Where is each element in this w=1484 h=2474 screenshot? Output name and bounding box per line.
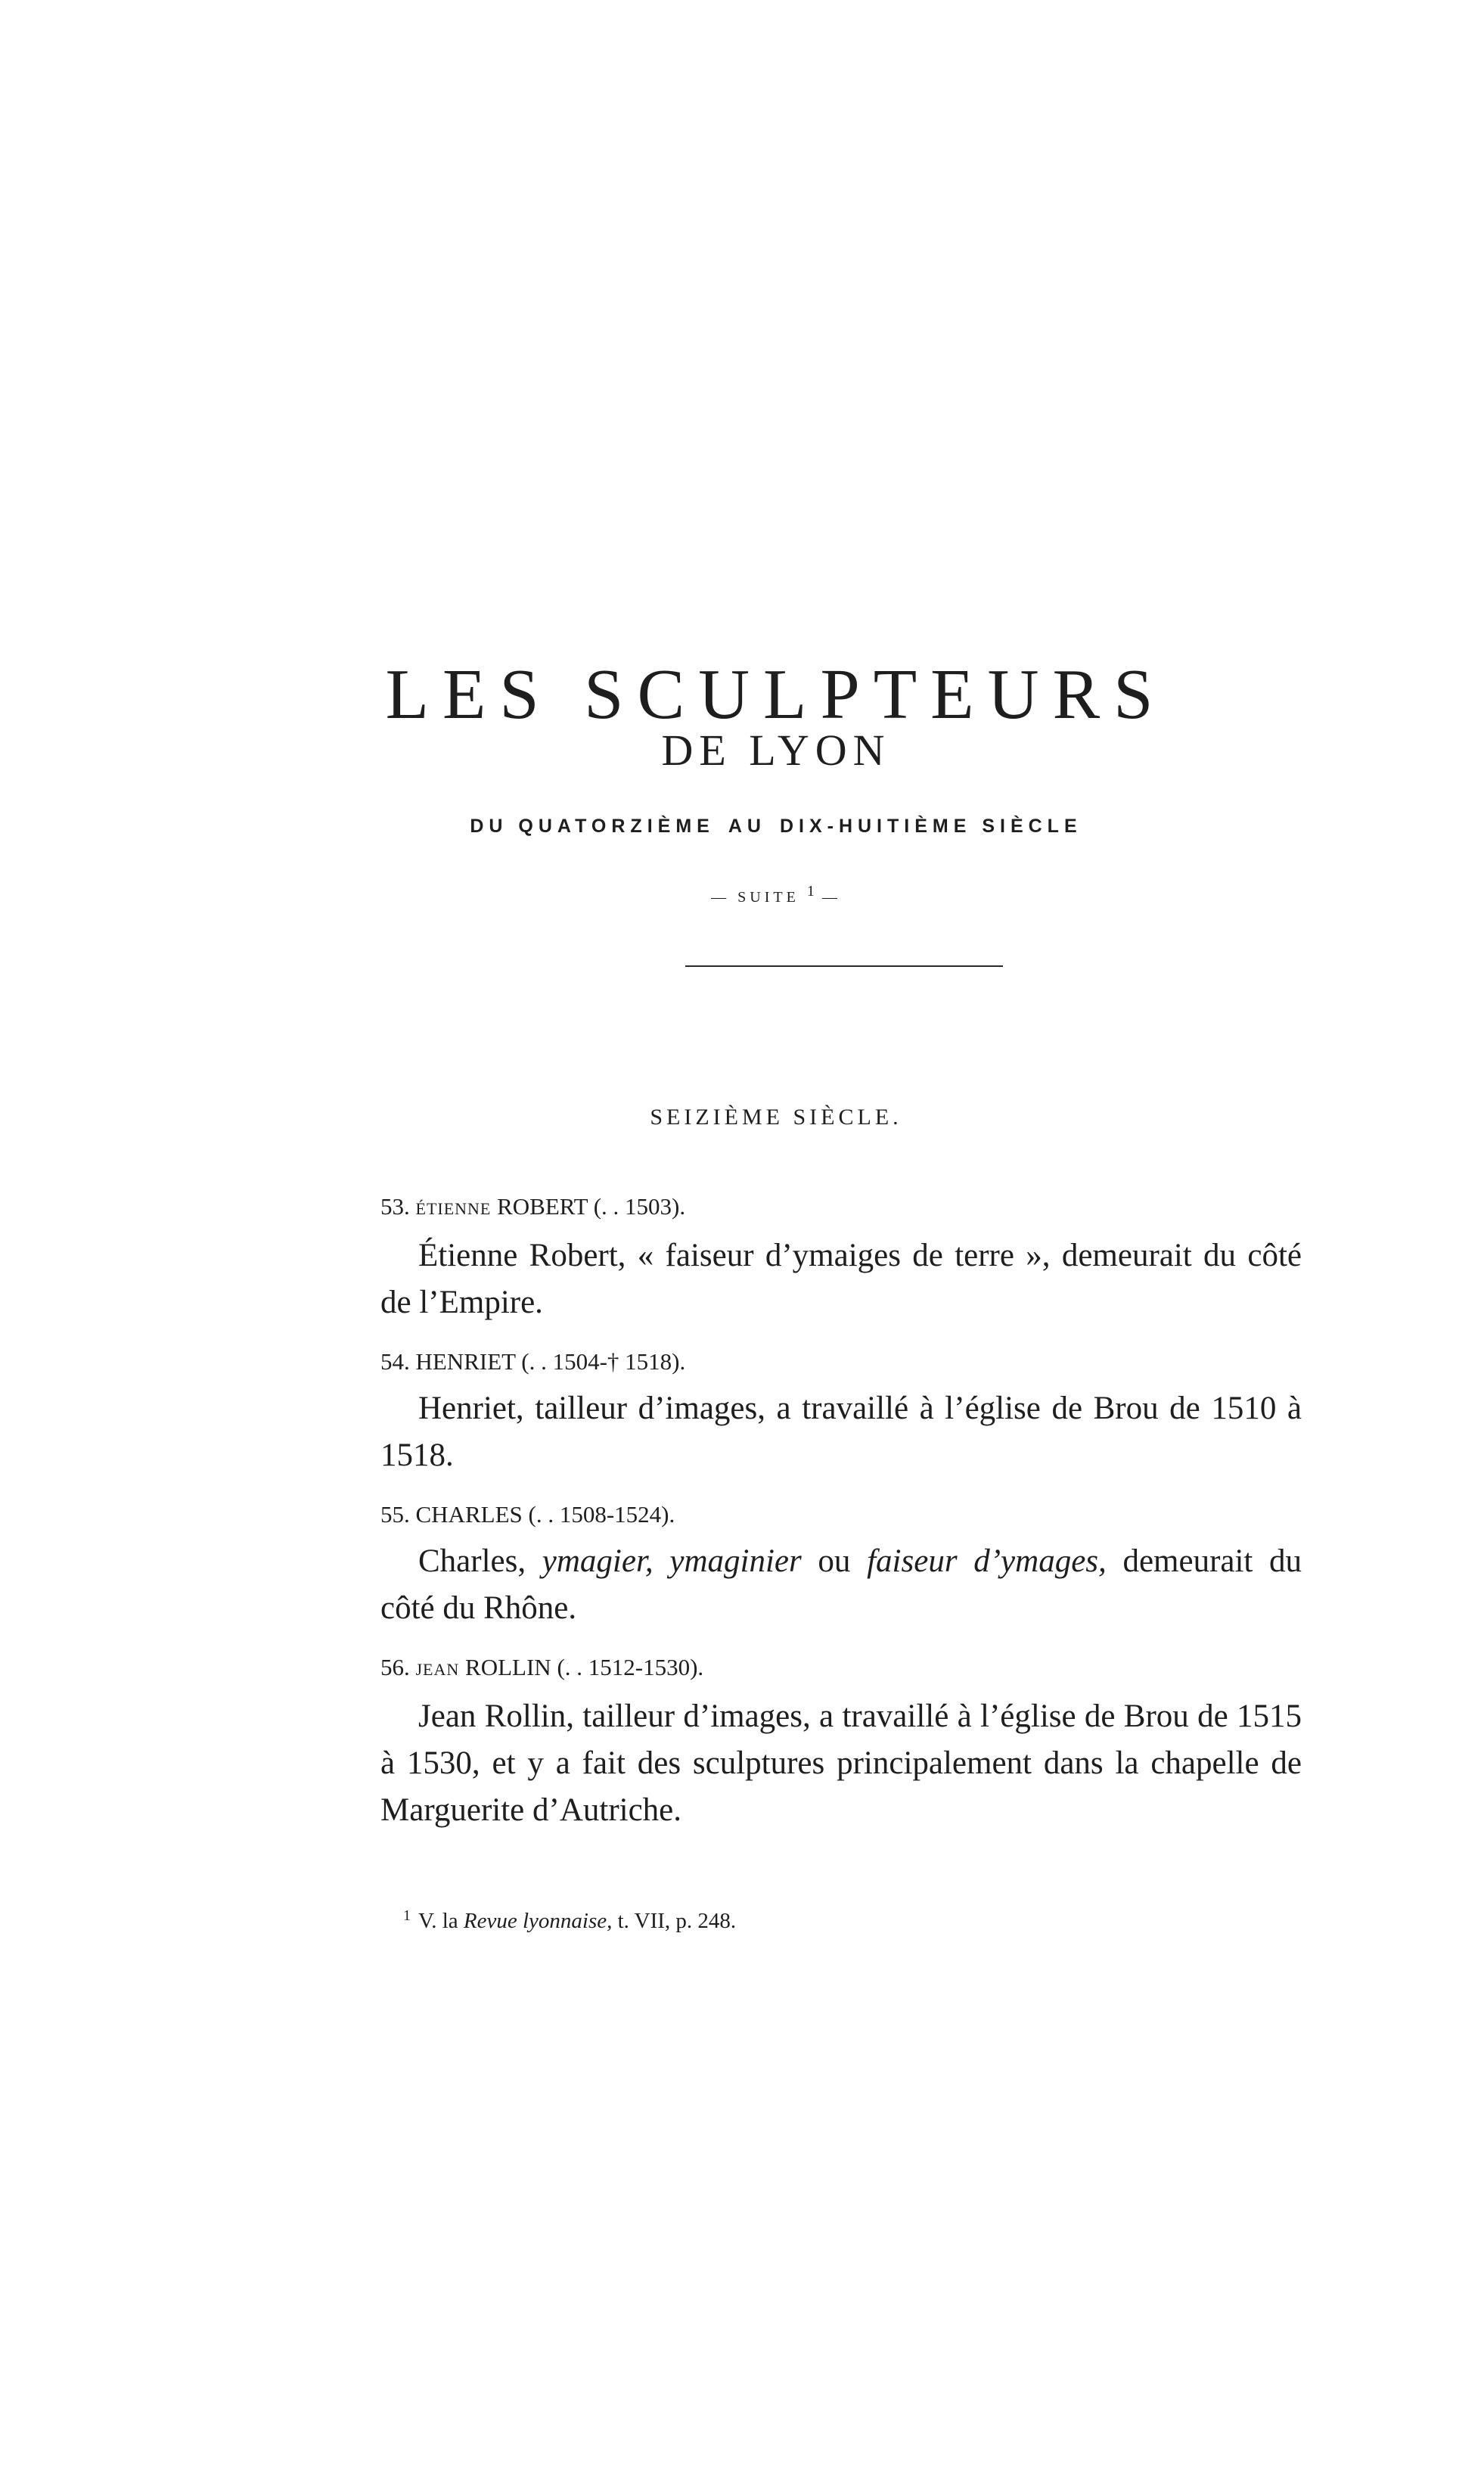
title-divider [685,965,1003,967]
suite-end: — [821,889,841,906]
period-part-3: DIX-HUITIÈME SIÈCLE [779,816,1082,837]
entry-dates: (. . 1508-1524). [528,1501,675,1528]
entry-number: 55. [380,1501,410,1528]
entry-text: Étienne Robert, « faiseur d’ymaiges de terre », demeurait du côté de l’Empire. [380,1238,1302,1320]
suite-note-marker: 1 [806,883,815,900]
entry-text-start: Charles, [418,1543,526,1579]
entry-name: HENRIET [415,1348,516,1375]
entry-name: CHARLES [415,1501,523,1528]
footnote-reference: t. VII, p. 248. [617,1909,737,1933]
entry-dates: (. . 1504-† 1518). [521,1348,686,1375]
suite-label: — SUITE [711,889,799,906]
entry-56 [380,1649,1302,1834]
entry-53 [380,1188,1302,1326]
entry-dates: (. . 1503). [593,1193,686,1220]
term-ymagier: ymagier, [542,1543,654,1579]
entry-first-name: ÉTIENNE [415,1199,492,1218]
entry-heading [380,1496,1302,1534]
page-subtitle: DE LYON [661,726,891,775]
term-ymaginier: ymaginier [669,1543,802,1579]
suite-line [0,884,1484,905]
entry-55 [380,1496,1302,1632]
entry-last-name: ROBERT [497,1193,588,1220]
period-part-2: AU [728,816,766,837]
period-part-1: DU QUATORZIÈME [470,816,715,837]
entry-text [380,1538,1302,1632]
entry-number: 54. [380,1348,410,1375]
page-title: LES SCULPTEURS [385,654,1167,734]
period-line [0,817,1484,836]
entries-list [380,1188,1302,1851]
entry-text: Jean Rollin, tailleur d’images, a travaillé à l’église de Brou de 1515 à 1530, et y a fait des sculptures principalement dans la chapelle de Marguerite d’Autriche. [380,1699,1302,1828]
footnote-marker: 1 [403,1907,411,1924]
entry-text: Henriet, tailleur d’images, a travaillé à l’église de Brou de 1510 à 1518. [380,1391,1302,1473]
footnote-prefix: V. la [418,1909,458,1933]
section-heading: SEIZIÈME SIÈCLE. [650,1105,902,1130]
footnote [403,1907,736,1935]
entry-heading [380,1649,1302,1689]
entry-last-name: ROLLIN [465,1654,551,1680]
entry-text-mid: ou [818,1543,851,1579]
entry-text-end: demeurait du côté du Rhône. [380,1543,1302,1626]
entry-number: 56. [380,1654,410,1680]
term-faiseur: faiseur d’ymages, [867,1543,1107,1579]
entry-54 [380,1343,1302,1479]
footnote-journal-title: Revue lyonnaise, [463,1909,613,1933]
entry-number: 53. [380,1193,410,1220]
entry-heading [380,1343,1302,1381]
entry-first-name: JEAN [415,1660,460,1679]
entry-dates: (. . 1512-1530). [557,1654,704,1680]
entry-heading [380,1188,1302,1228]
